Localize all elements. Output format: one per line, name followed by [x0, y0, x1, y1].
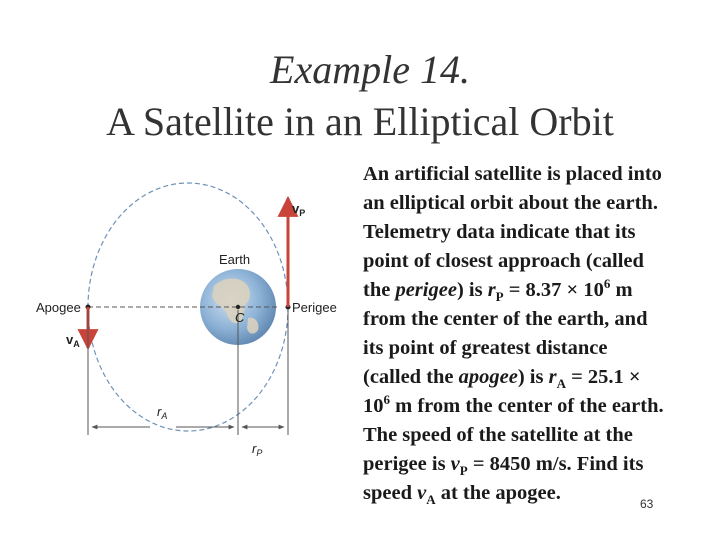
earth-label: Earth	[219, 252, 251, 267]
slide-title-line2: A Satellite in an Elliptical Orbit	[106, 99, 614, 144]
rp-label: $r_P$	[252, 441, 263, 458]
orbit-diagram	[0, 150, 360, 480]
apogee-label: Apogee	[36, 300, 81, 315]
text-line-apogee: (called the apogee) is $r_A = 25.1$ ×	[363, 366, 641, 392]
text-line: from the center of the earth, and	[363, 308, 648, 330]
text-line: an elliptical orbit about the earth.	[363, 192, 658, 214]
text-line: its point of greatest distance	[363, 337, 608, 359]
text-line: An artificial satellite is placed into	[363, 163, 662, 185]
slide-title-line1: Example 14.	[270, 47, 470, 92]
vp-label: $v_P$	[292, 201, 306, 218]
text-line-va: speed $v_A$ at the apogee.	[363, 482, 561, 508]
text-line: point of closest approach (called	[363, 250, 644, 272]
va-label: $v_A$	[66, 332, 80, 349]
perigee-label: Perigee	[292, 300, 337, 315]
center-point	[236, 305, 240, 309]
page-number: 63	[640, 497, 654, 511]
text-line-perigee: the perigee) is $r_P = 8.37 \times 10^6$ m	[363, 276, 633, 305]
center-label: C	[235, 310, 245, 325]
text-line: Telemetry data indicate that its	[363, 221, 636, 243]
text-line: $10^6$ m from the center of the earth.	[363, 392, 664, 417]
text-line-vp: perigee is $v_P = 8450$ m/s. Find its	[363, 453, 644, 479]
ra-label: $r_A$	[157, 404, 168, 421]
problem-statement	[363, 160, 720, 508]
text-line: The speed of the satellite at the	[363, 424, 633, 446]
